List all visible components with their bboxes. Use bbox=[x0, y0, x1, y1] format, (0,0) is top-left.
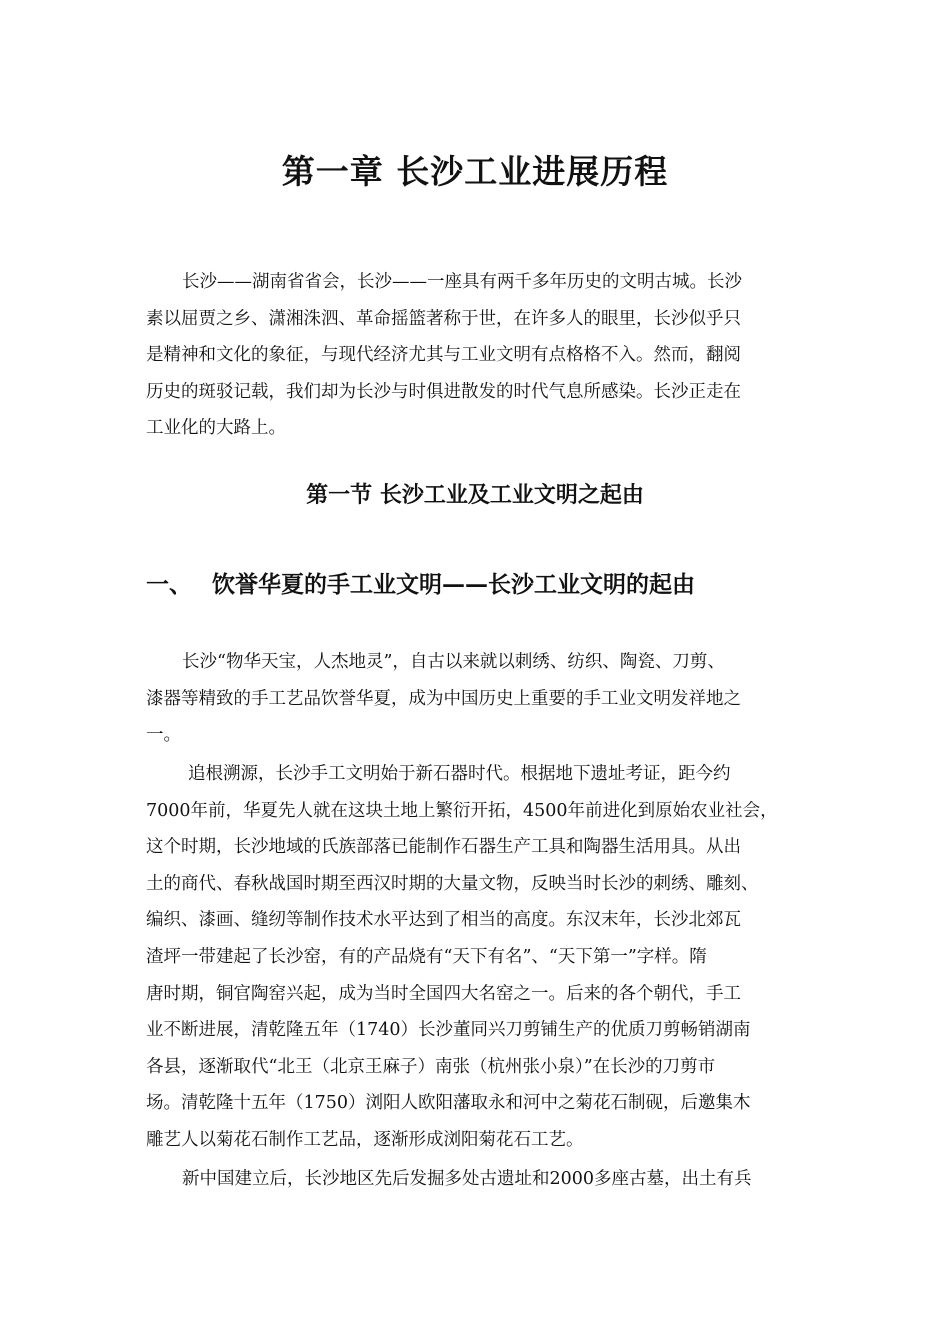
paragraph-line: 一。 bbox=[146, 725, 181, 746]
paragraph-line: 业不断进展，清乾隆五年（1740）长沙董同兴刀剪铺生产的优质刀剪畅销湖南 bbox=[146, 1020, 751, 1041]
paragraph-line: 历史的斑驳记载，我们却为长沙与时俱进散发的时代气息所感染。长沙正走在 bbox=[146, 381, 741, 402]
sub-heading-number: 一、 bbox=[146, 571, 192, 598]
paragraph-line: 新中国建立后，长沙地区先后发掘多处古遗址和2000多座古墓，出土有兵 bbox=[182, 1169, 752, 1189]
paragraph-line: 追根溯源，长沙手工文明始于新石器时代。根据地下遗址考证，距今约 bbox=[188, 764, 731, 784]
paragraph-line: 漆器等精致的手工艺品饮誉华夏，成为中国历史上重要的手工业文明发祥地之 bbox=[146, 688, 741, 709]
chapter-title: 第一章 长沙工业进展历程 bbox=[281, 152, 669, 191]
paragraph-line: 场。清乾隆十五年（1750）浏阳人欧阳藩取永和河中之菊花石制砚，后邀集木 bbox=[146, 1093, 751, 1114]
section-title: 第一节 长沙工业及工业文明之起由 bbox=[306, 482, 644, 508]
paragraph-line: 这个时期，长沙地域的氏族部落已能制作石器生产工具和陶器生活用具。从出 bbox=[146, 837, 741, 858]
paragraph-line: 长沙“物华天宝，人杰地灵”，自古以来就以刺绣、纺织、陶瓷、刀剪、 bbox=[182, 652, 725, 672]
paragraph-line: 工业化的大路上。 bbox=[146, 418, 286, 439]
paragraph-line: 编织、漆画、缝纫等制作技术水平达到了相当的高度。东汉末年，长沙北郊瓦 bbox=[146, 910, 741, 931]
paragraph-line: 是精神和文化的象征，与现代经济尤其与工业文明有点格格不入。然而，翻阅 bbox=[146, 345, 741, 366]
sub-heading bbox=[146, 566, 695, 599]
body-paragraph bbox=[146, 644, 806, 754]
body-paragraph bbox=[146, 756, 806, 1159]
paragraph-line: 各县，逐渐取代“北王（北京王麻子）南张（杭州张小泉）”在长沙的刀剪市 bbox=[146, 1056, 716, 1077]
paragraph-line: 素以屈贾之乡、潇湘洙泗、革命摇篮著称于世，在许多人的眼里，长沙似乎只 bbox=[146, 308, 741, 329]
paragraph-line: 唐时期，铜官陶窑兴起，成为当时全国四大名窑之一。后来的各个朝代，手工 bbox=[146, 983, 741, 1004]
paragraph-line: 长沙——湖南省省会，长沙——一座具有两千多年历史的文明古城。长沙 bbox=[182, 272, 742, 292]
intro-paragraph bbox=[146, 264, 806, 447]
paragraph-line: 7000年前，华夏先人就在这块土地上繁衍开拓，4500年前进化到原始农业社会， bbox=[146, 800, 778, 821]
sub-heading-text: 饮誉华夏的手工业文明——长沙工业文明的起由 bbox=[212, 571, 695, 598]
paragraph-line: 渣坪一带建起了长沙窑，有的产品烧有“天下有名”、“天下第一”字样。隋 bbox=[146, 946, 707, 967]
paragraph-line: 雕艺人以菊花石制作工艺品，逐渐形成浏阳菊花石工艺。 bbox=[146, 1129, 584, 1150]
paragraph-line: 土的商代、春秋战国时期至西汉时期的大量文物，反映当时长沙的刺绣、雕刻、 bbox=[146, 873, 759, 894]
body-paragraph bbox=[146, 1161, 806, 1198]
